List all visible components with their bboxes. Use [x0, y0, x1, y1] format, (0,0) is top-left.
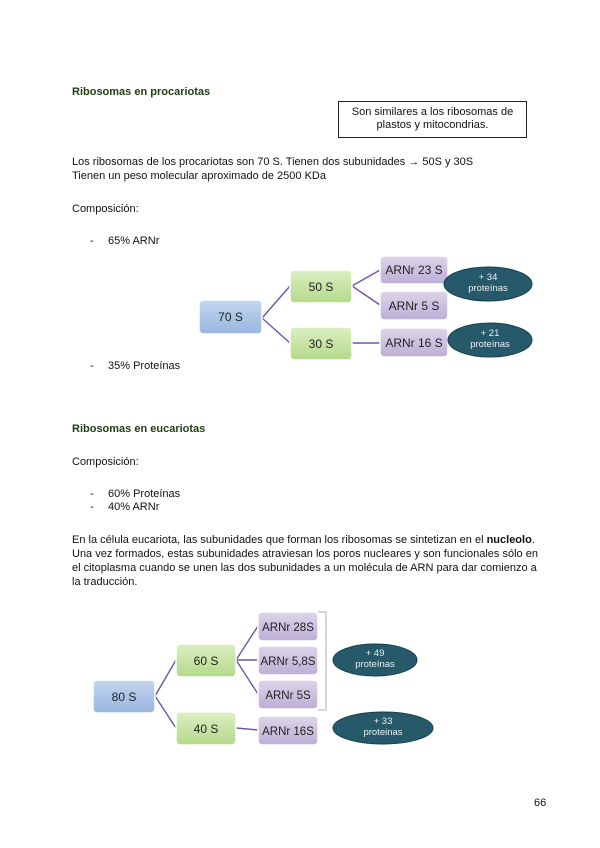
node-arnr-5s-euk — [258, 680, 318, 709]
node-label: 70 S — [218, 310, 243, 324]
bullet-text: 35% Proteínas — [108, 360, 181, 372]
connector-line — [155, 660, 176, 696]
composition-label: Composición: — [72, 456, 139, 468]
connector-line — [262, 286, 290, 318]
paragraph-line — [72, 533, 538, 547]
paragraph-text: En la célula eucariota, las subunidades que forman los ribosomas se sintetizan en el — [72, 534, 487, 546]
protein-ellipse-49 — [333, 644, 417, 676]
connector-line — [236, 626, 258, 660]
composition-label: Composición: — [72, 203, 139, 215]
node-arnr-5s — [380, 291, 448, 320]
node-subunit-50s — [290, 270, 352, 303]
node-subunit-30s — [290, 327, 352, 360]
node-label: 50 S — [308, 280, 334, 294]
node-label: 30 S — [308, 337, 334, 351]
paragraph-line: Una vez formados, estas subunidades atraviesan los poros nucleares y son funcionales sólo en — [72, 548, 538, 560]
paragraph-line: Los ribosomas de los procariotas son 70 S. Tienen dos subunidades → 50S y 30S — [72, 156, 474, 168]
ellipse-line: proteínas — [470, 339, 510, 350]
connector-line — [352, 270, 380, 286]
bullet-item — [90, 500, 159, 514]
connector-line — [236, 660, 258, 694]
paragraph-line: la traducción. — [72, 576, 138, 588]
bullet-text: 60% Proteínas — [108, 488, 181, 500]
protein-ellipse-34 — [444, 267, 532, 301]
connector-line — [262, 318, 290, 343]
callout-line-2: plastos y mitocondrias. — [376, 119, 489, 131]
page-number: 66 — [534, 797, 547, 809]
node-arnr-16s — [380, 328, 448, 357]
bullet-dash: - — [90, 235, 94, 247]
protein-ellipse-33 — [333, 712, 433, 744]
connector-line — [352, 286, 380, 305]
ellipse-line: + 34 — [478, 272, 498, 283]
node-subunit-60s — [176, 644, 236, 677]
callout-line-1: Son similares a los ribosomas de — [351, 106, 514, 118]
bullet-dash: - — [90, 360, 94, 372]
bullet-text: 40% ARNr — [108, 501, 160, 513]
paragraph-text: . — [531, 534, 535, 546]
ellipse-line: + 21 — [480, 328, 500, 339]
node-label: ARNr 5,8S — [260, 656, 316, 668]
bullet-dash: - — [90, 501, 94, 513]
node-label: ARNr 23 S — [385, 263, 443, 277]
node-label: ARNr 16 S — [385, 336, 443, 350]
node-arnr-16s-euk — [258, 716, 318, 745]
ellipse-line: + 33 — [373, 716, 393, 727]
node-arnr-28s — [258, 612, 318, 641]
node-label: ARNr 16S — [262, 726, 314, 738]
bullet-text: 65% ARNr — [108, 235, 160, 247]
paragraph-line: el citoplasma cuando se unen las dos subunidades a un molécula de ARN para dar comienzo a — [72, 562, 537, 574]
ellipse-line: proteínas — [468, 283, 508, 294]
nucleolo-term: nucleolo — [486, 534, 532, 546]
node-subunit-40s — [176, 712, 236, 745]
eucariotas-paragraph — [72, 533, 538, 589]
node-label: 40 S — [193, 722, 219, 736]
connector-line — [155, 696, 176, 728]
section-heading-procariotas: Ribosomas en procariotas — [72, 86, 211, 98]
connector-line — [236, 728, 258, 730]
node-arnr-23s — [380, 256, 448, 284]
ellipse-line: + 49 — [365, 648, 385, 659]
node-label: 80 S — [111, 690, 137, 704]
brace-bracket — [318, 612, 326, 710]
protein-ellipse-21 — [448, 323, 532, 357]
node-label: ARNr 5S — [265, 690, 311, 702]
node-label: ARNr 28S — [262, 622, 314, 634]
paragraph-line: Tienen un peso molecular aproximado de 2500 KDa — [72, 170, 326, 182]
ellipse-line: proteinas — [363, 727, 403, 738]
node-arnr-5-8s — [258, 646, 318, 675]
section-heading-eucariotas: Ribosomas en eucariotas — [72, 423, 206, 435]
node-label: ARNr 5 S — [388, 299, 440, 313]
node-root-70s — [199, 300, 262, 334]
bullet-item — [90, 487, 180, 501]
node-root-80s — [93, 680, 155, 713]
bullet-dash: - — [90, 488, 94, 500]
ellipse-line: proteínas — [355, 659, 395, 670]
node-label: 60 S — [193, 654, 219, 668]
